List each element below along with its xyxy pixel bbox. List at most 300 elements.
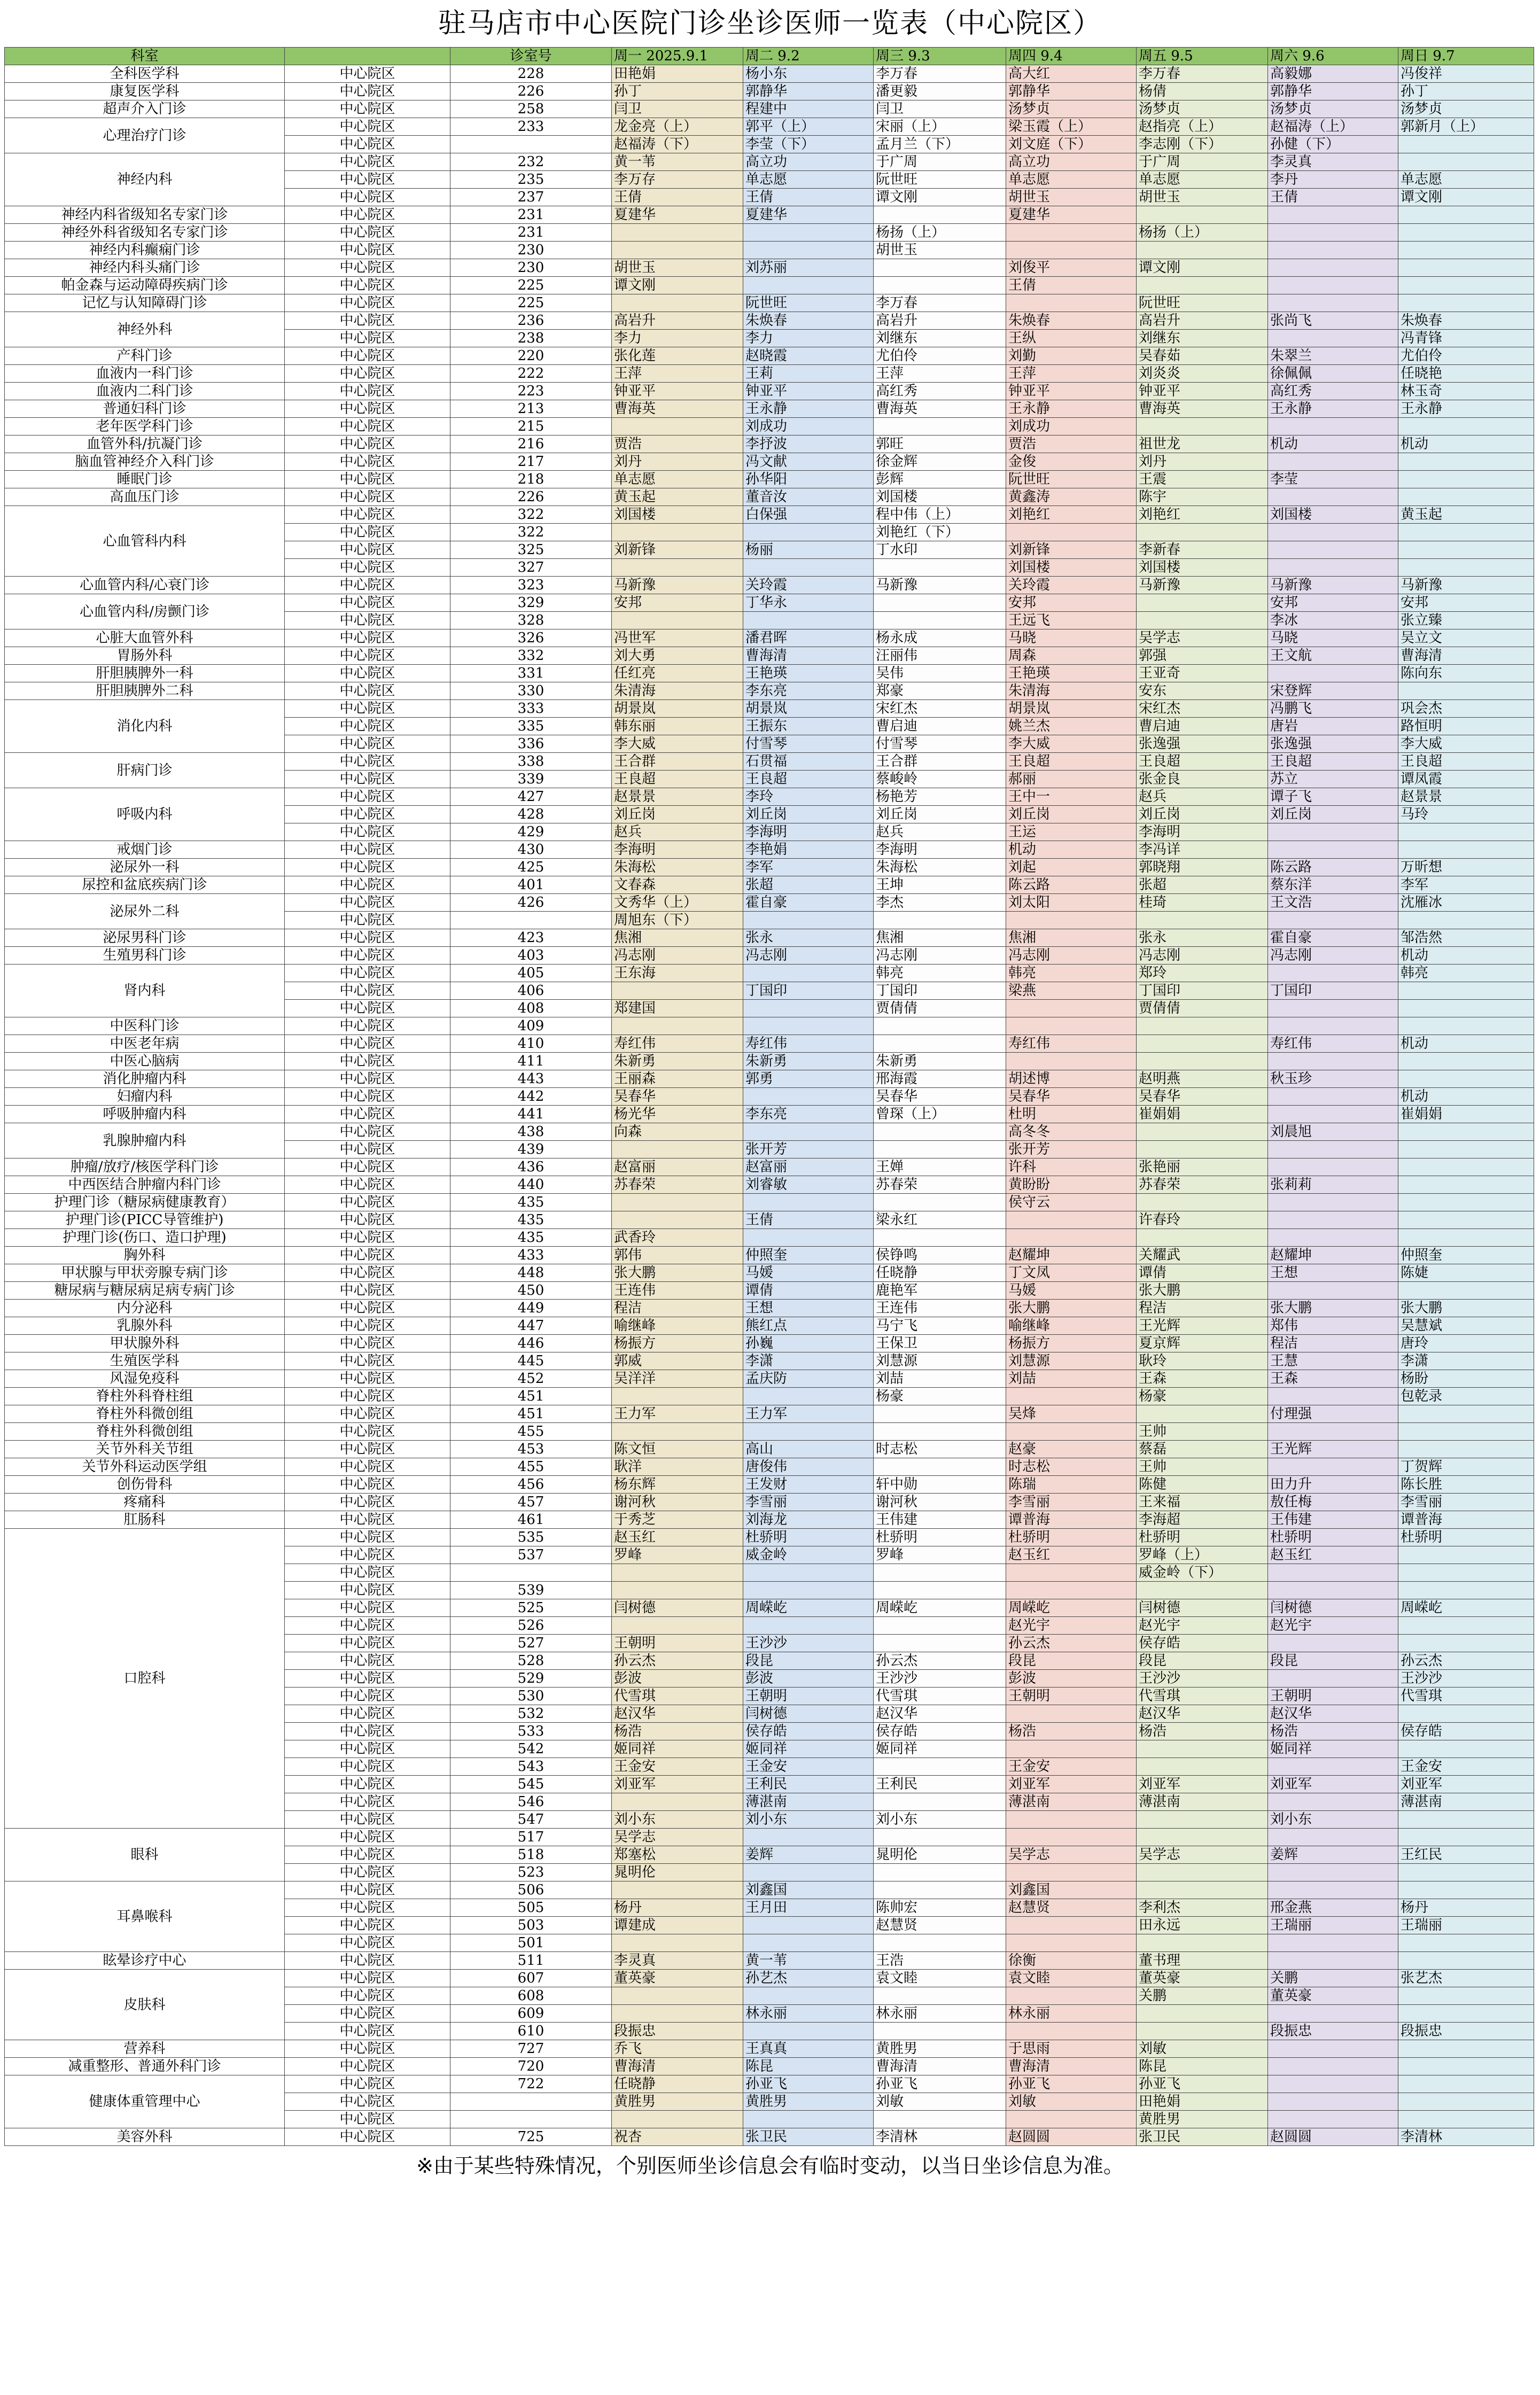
doctor-cell (874, 1758, 1006, 1776)
table-row (5, 1053, 1534, 1070)
table-row (5, 259, 1534, 277)
doctor-cell: 赵光宇 (1006, 1617, 1137, 1635)
doctor-cell (1137, 1017, 1268, 1035)
table-row (5, 65, 1534, 83)
doctor-cell: 高毅娜 (1268, 65, 1398, 83)
room-cell: 523 (450, 1864, 612, 1881)
doctor-cell (1398, 524, 1534, 541)
room-cell (450, 2093, 612, 2111)
room-cell: 329 (450, 594, 612, 612)
doctor-cell (1137, 2023, 1268, 2040)
room-cell: 532 (450, 1705, 612, 1723)
doctor-cell: 安东 (1137, 682, 1268, 700)
doctor-cell: 李清林 (874, 2128, 1006, 2146)
doctor-cell (743, 1917, 874, 1934)
doctor-cell (1398, 418, 1534, 436)
doctor-cell: 王利民 (743, 1776, 874, 1793)
room-cell: 518 (450, 1846, 612, 1864)
doctor-cell: 王纵 (1006, 330, 1137, 347)
doctor-cell (1268, 1793, 1398, 1811)
doctor-cell: 李万存 (612, 171, 743, 189)
doctor-cell (743, 612, 874, 629)
doctor-cell: 丁国印 (1137, 982, 1268, 1000)
doctor-cell: 马媛 (1006, 1282, 1137, 1300)
doctor-cell: 万昕想 (1398, 859, 1534, 876)
doctor-cell (1268, 965, 1398, 982)
doctor-cell: 宋登辉 (1268, 682, 1398, 700)
campus-cell: 中心院区 (285, 1829, 450, 1846)
doctor-cell: 王来福 (1137, 1494, 1268, 1511)
campus-cell: 中心院区 (285, 1158, 450, 1176)
doctor-cell: 机动 (1398, 436, 1534, 453)
doctor-cell: 高立功 (1006, 153, 1137, 171)
room-cell: 433 (450, 1247, 612, 1264)
doctor-cell: 赵玉红 (1268, 1546, 1398, 1564)
doctor-cell (743, 2023, 874, 2040)
table-row (5, 1070, 1534, 1088)
dept-cell: 生殖医学科 (5, 1352, 285, 1370)
doctor-cell (874, 206, 1006, 224)
doctor-cell (1006, 1864, 1137, 1881)
dept-cell: 中医科门诊 (5, 1017, 285, 1035)
doctor-cell (1268, 330, 1398, 347)
doctor-cell: 向森 (612, 1123, 743, 1141)
doctor-cell (1398, 982, 1534, 1000)
doctor-cell: 刘国楼 (874, 488, 1006, 506)
doctor-cell: 钟亚平 (743, 383, 874, 400)
doctor-cell: 谭倩 (743, 1282, 874, 1300)
room-cell: 226 (450, 83, 612, 100)
doctor-cell: 阮世旺 (743, 294, 874, 312)
doctor-cell: 胡世玉 (1006, 189, 1137, 206)
doctor-cell (1398, 206, 1534, 224)
dept-cell: 戒烟门诊 (5, 841, 285, 859)
doctor-cell: 阮世旺 (1006, 471, 1137, 488)
doctor-cell: 高大红 (1006, 65, 1137, 83)
dept-cell: 神经内科头痛门诊 (5, 259, 285, 277)
doctor-cell: 赵明燕 (1137, 1070, 1268, 1088)
doctor-cell: 蔡东洋 (1268, 876, 1398, 894)
doctor-cell: 赵景景 (1398, 788, 1534, 806)
table-row (5, 1829, 1534, 1846)
doctor-cell (1398, 488, 1534, 506)
doctor-cell: 王光辉 (1137, 1317, 1268, 1335)
doctor-cell (1268, 294, 1398, 312)
doctor-cell (612, 1987, 743, 2005)
doctor-cell (1398, 1423, 1534, 1441)
doctor-cell (1398, 1053, 1534, 1070)
doctor-cell: 丁国印 (1268, 982, 1398, 1000)
dept-cell: 老年医学科门诊 (5, 418, 285, 436)
room-cell: 443 (450, 1070, 612, 1088)
doctor-cell: 刘国楼 (612, 506, 743, 524)
doctor-cell: 杜骄明 (743, 1529, 874, 1546)
doctor-cell: 刘慧源 (874, 1352, 1006, 1370)
doctor-cell: 付雪琴 (874, 735, 1006, 753)
doctor-cell: 刘起 (1006, 859, 1137, 876)
room-cell: 451 (450, 1405, 612, 1423)
doctor-cell: 汤梦贞 (1137, 100, 1268, 118)
doctor-cell: 乔飞 (612, 2040, 743, 2058)
doctor-cell (1398, 2075, 1534, 2093)
doctor-cell (874, 1423, 1006, 1441)
doctor-cell: 夏建华 (612, 206, 743, 224)
dept-cell: 肝胆胰脾外二科 (5, 682, 285, 700)
doctor-cell: 赵汉华 (612, 1705, 743, 1723)
doctor-cell: 曹海清 (1006, 2058, 1137, 2075)
dept-cell: 肝病门诊 (5, 753, 285, 788)
doctor-cell: 闫卫 (612, 100, 743, 118)
doctor-cell: 高红秀 (1268, 383, 1398, 400)
doctor-cell: 李万春 (874, 65, 1006, 83)
doctor-cell (743, 277, 874, 294)
doctor-cell (1268, 2093, 1398, 2111)
dept-cell: 血管外科/抗凝门诊 (5, 436, 285, 453)
doctor-cell: 关玲霞 (743, 577, 874, 594)
doctor-cell: 陈宇 (1137, 488, 1268, 506)
doctor-cell: 刘睿敏 (743, 1176, 874, 1194)
campus-cell: 中心院区 (285, 771, 450, 788)
doctor-cell: 吴春华 (1137, 1088, 1268, 1106)
doctor-cell: 杜骄明 (1398, 1529, 1534, 1546)
table-row (5, 1881, 1534, 1899)
room-cell: 225 (450, 277, 612, 294)
campus-cell: 中心院区 (285, 1476, 450, 1494)
table-row (5, 965, 1534, 982)
doctor-cell: 路恒明 (1398, 718, 1534, 735)
doctor-cell: 宋丽（上） (874, 118, 1006, 136)
doctor-cell: 刘海龙 (743, 1511, 874, 1529)
doctor-cell: 闫树德 (1268, 1599, 1398, 1617)
table-row (5, 1282, 1534, 1300)
doctor-cell (1398, 1829, 1534, 1846)
dept-cell: 脑血管神经介入科门诊 (5, 453, 285, 471)
doctor-cell: 谭文刚 (1137, 259, 1268, 277)
doctor-cell (612, 612, 743, 629)
doctor-cell: 孙华阳 (743, 471, 874, 488)
doctor-cell: 姬同祥 (874, 1740, 1006, 1758)
doctor-cell: 付理强 (1268, 1405, 1398, 1423)
doctor-cell (874, 418, 1006, 436)
schedule-table (4, 47, 1534, 2146)
campus-cell: 中心院区 (285, 1176, 450, 1194)
doctor-cell: 代雪琪 (1398, 1688, 1534, 1705)
doctor-cell: 谭文刚 (612, 277, 743, 294)
doctor-cell: 熊红点 (743, 1317, 874, 1335)
doctor-cell (874, 1864, 1006, 1881)
room-cell: 525 (450, 1599, 612, 1617)
doctor-cell: 徐佩佩 (1268, 365, 1398, 383)
doctor-cell (874, 1017, 1006, 1035)
doctor-cell: 彭辉 (874, 471, 1006, 488)
doctor-cell: 马媛 (743, 1264, 874, 1282)
doctor-cell (1268, 488, 1398, 506)
doctor-cell: 林玉奇 (1398, 383, 1534, 400)
table-body (5, 65, 1534, 2146)
doctor-cell (1137, 1229, 1268, 1247)
doctor-cell: 朱海松 (612, 859, 743, 876)
doctor-cell (1268, 2058, 1398, 2075)
doctor-cell (1398, 841, 1534, 859)
doctor-cell: 杨浩 (612, 1723, 743, 1740)
doctor-cell: 程洁 (1137, 1300, 1268, 1317)
doctor-cell: 杨盼 (1398, 1370, 1534, 1388)
doctor-cell (1006, 1423, 1137, 1441)
doctor-cell: 王震 (1137, 471, 1268, 488)
campus-cell: 中心院区 (285, 453, 450, 471)
doctor-cell: 赵指亮（上） (1137, 118, 1268, 136)
room-cell: 411 (450, 1053, 612, 1070)
doctor-cell (1006, 1829, 1137, 1846)
doctor-cell: 张卫民 (1137, 2128, 1268, 2146)
doctor-cell: 于秀芝 (612, 1511, 743, 1529)
dept-cell: 中西医结合肿瘤内科门诊 (5, 1176, 285, 1194)
doctor-cell: 曹海清 (612, 2058, 743, 2075)
doctor-cell (1006, 242, 1137, 259)
doctor-cell (1398, 242, 1534, 259)
doctor-cell (1006, 1934, 1137, 1952)
doctor-cell: 刘小东 (1268, 1811, 1398, 1829)
table-row (5, 153, 1534, 171)
doctor-cell (1268, 418, 1398, 436)
campus-cell: 中心院区 (285, 1229, 450, 1247)
doctor-cell: 郭威 (612, 1352, 743, 1370)
doctor-cell: 王连伟 (874, 1300, 1006, 1317)
doctor-cell: 李雪丽 (1398, 1494, 1534, 1511)
doctor-cell: 李海超 (1137, 1511, 1268, 1529)
doctor-cell: 黄玉起 (1398, 506, 1534, 524)
doctor-cell: 侯铮鸣 (874, 1247, 1006, 1264)
doctor-cell: 孙亚飞 (874, 2075, 1006, 2093)
campus-cell: 中心院区 (285, 1564, 450, 1582)
dept-cell: 脊柱外科微创组 (5, 1423, 285, 1441)
doctor-cell: 侯存皓 (874, 1723, 1006, 1740)
campus-cell: 中心院区 (285, 647, 450, 665)
room-cell: 446 (450, 1335, 612, 1352)
doctor-cell (874, 1987, 1006, 2005)
doctor-cell: 冯青锋 (1398, 330, 1534, 347)
doctor-cell: 王倩 (743, 1211, 874, 1229)
doctor-cell: 孙健（下） (1268, 136, 1398, 153)
table-row (5, 1123, 1534, 1141)
doctor-cell: 刘丘岗 (612, 806, 743, 823)
doctor-cell (1006, 912, 1137, 929)
doctor-cell: 段振忠 (1398, 2023, 1534, 2040)
doctor-cell: 张艳丽 (1137, 1158, 1268, 1176)
doctor-cell: 李抒波 (743, 436, 874, 453)
doctor-cell: 吴学志 (1137, 629, 1268, 647)
doctor-cell: 谭建成 (612, 1917, 743, 1934)
campus-cell: 中心院区 (285, 383, 450, 400)
doctor-cell (1137, 594, 1268, 612)
doctor-cell (743, 1829, 874, 1846)
room-cell: 511 (450, 1952, 612, 1970)
doctor-cell: 刘亚军 (1006, 1776, 1137, 1793)
doctor-cell: 张开芳 (1006, 1141, 1137, 1158)
doctor-cell: 刘成功 (743, 418, 874, 436)
room-cell: 455 (450, 1458, 612, 1476)
doctor-cell (1268, 1000, 1398, 1017)
doctor-cell: 林永丽 (743, 2005, 874, 2023)
room-cell: 401 (450, 876, 612, 894)
table-row (5, 1952, 1534, 1970)
room-cell: 425 (450, 859, 612, 876)
campus-cell: 中心院区 (285, 1035, 450, 1053)
doctor-cell: 马晓 (1268, 629, 1398, 647)
table-row (5, 1970, 1534, 1987)
doctor-cell: 刘继东 (874, 330, 1006, 347)
doctor-cell: 赵光宇 (1137, 1617, 1268, 1635)
doctor-cell: 夏建华 (743, 206, 874, 224)
doctor-cell: 关耀武 (1137, 1247, 1268, 1264)
doctor-cell (1268, 665, 1398, 682)
doctor-cell: 李军 (743, 859, 874, 876)
doctor-cell: 张尚飞 (1268, 312, 1398, 330)
room-cell: 456 (450, 1476, 612, 1494)
room-cell: 236 (450, 312, 612, 330)
doctor-cell: 代雪琪 (612, 1688, 743, 1705)
dept-cell: 妇瘤内科 (5, 1088, 285, 1106)
doctor-cell: 郑塞松 (612, 1846, 743, 1864)
doctor-cell: 王光辉 (1268, 1441, 1398, 1458)
dept-cell: 睡眠门诊 (5, 471, 285, 488)
doctor-cell: 杨扬（上） (874, 224, 1006, 242)
doctor-cell: 周嵘屹 (874, 1599, 1006, 1617)
doctor-cell: 李利杰 (1137, 1899, 1268, 1917)
table-row (5, 436, 1534, 453)
doctor-cell: 王沙沙 (1398, 1670, 1534, 1688)
doctor-cell: 孙亚飞 (743, 2075, 874, 2093)
doctor-cell: 冯志刚 (1137, 947, 1268, 965)
campus-cell: 中心院区 (285, 83, 450, 100)
doctor-cell: 曹海清 (1398, 647, 1534, 665)
doctor-cell (874, 594, 1006, 612)
doctor-cell: 付雪琴 (743, 735, 874, 753)
doctor-cell: 郑豪 (874, 682, 1006, 700)
campus-cell: 中心院区 (285, 1811, 450, 1829)
doctor-cell (612, 2005, 743, 2023)
room-cell: 322 (450, 524, 612, 541)
doctor-cell: 吴春华 (612, 1088, 743, 1106)
doctor-cell: 敖任梅 (1268, 1494, 1398, 1511)
doctor-cell: 王永静 (1268, 400, 1398, 418)
doctor-cell: 张逸强 (1137, 735, 1268, 753)
campus-cell: 中心院区 (285, 1458, 450, 1476)
doctor-cell: 李玲 (743, 788, 874, 806)
doctor-cell: 任晓艳 (1398, 365, 1534, 383)
room-cell: 455 (450, 1423, 612, 1441)
doctor-cell: 田永远 (1137, 1917, 1268, 1934)
doctor-cell: 阮世旺 (874, 171, 1006, 189)
doctor-cell: 田艳娟 (612, 65, 743, 83)
doctor-cell: 刘丘岗 (1268, 806, 1398, 823)
dept-cell: 疼痛科 (5, 1494, 285, 1511)
room-cell: 725 (450, 2128, 612, 2146)
doctor-cell: 张逸强 (1268, 735, 1398, 753)
doctor-cell: 刘国楼 (1137, 559, 1268, 577)
doctor-cell: 曹启迪 (874, 718, 1006, 735)
doctor-cell: 周森 (1006, 647, 1137, 665)
campus-cell: 中心院区 (285, 1529, 450, 1546)
room-cell: 435 (450, 1229, 612, 1247)
doctor-cell (1006, 2111, 1137, 2128)
room-cell: 215 (450, 418, 612, 436)
doctor-cell: 郝丽 (1006, 771, 1137, 788)
dept-cell: 超声介入门诊 (5, 100, 285, 118)
doctor-cell: 张卫民 (743, 2128, 874, 2146)
doctor-cell: 赵晓霞 (743, 347, 874, 365)
room-cell: 609 (450, 2005, 612, 2023)
doctor-cell: 陈长胜 (1398, 1476, 1534, 1494)
header-row (5, 48, 1534, 65)
doctor-cell: 段昆 (743, 1652, 874, 1670)
doctor-cell: 朱新勇 (743, 1053, 874, 1070)
doctor-cell: 张开芳 (743, 1141, 874, 1158)
dept-cell: 营养科 (5, 2040, 285, 2058)
doctor-cell: 韩亮 (874, 965, 1006, 982)
doctor-cell: 高岩升 (874, 312, 1006, 330)
doctor-cell: 姜辉 (1268, 1846, 1398, 1864)
campus-cell: 中心院区 (285, 1017, 450, 1035)
doctor-cell: 冯志刚 (1268, 947, 1398, 965)
doctor-cell: 李杰 (874, 894, 1006, 912)
doctor-cell: 袁文睦 (874, 1970, 1006, 1987)
doctor-cell: 刘小东 (874, 1811, 1006, 1829)
dept-cell: 泌尿男科门诊 (5, 929, 285, 947)
room-cell: 517 (450, 1829, 612, 1846)
doctor-cell (1398, 2093, 1534, 2111)
doctor-cell: 机动 (1398, 1088, 1534, 1106)
doctor-cell: 刘丘岗 (743, 806, 874, 823)
doctor-cell: 程建中 (743, 100, 874, 118)
doctor-cell (874, 1617, 1006, 1635)
doctor-cell (743, 1423, 874, 1441)
footer-note: ※由于某些特殊情况，个别医师坐诊信息会有临时变动，以当日坐诊信息为准。 (416, 2154, 1124, 2178)
dept-cell: 高血压门诊 (5, 488, 285, 506)
doctor-cell: 周嵘屹 (1006, 1599, 1137, 1617)
doctor-cell: 杨浩 (1137, 1723, 1268, 1740)
dept-cell: 胸外科 (5, 1247, 285, 1264)
doctor-cell: 刘慧源 (1006, 1352, 1137, 1370)
table-row (5, 1300, 1534, 1317)
doctor-cell: 梁永红 (874, 1211, 1006, 1229)
doctor-cell: 郭新月（上） (1398, 118, 1534, 136)
campus-cell: 中心院区 (285, 665, 450, 682)
campus-cell: 中心院区 (285, 859, 450, 876)
doctor-cell: 段振忠 (612, 2023, 743, 2040)
doctor-cell: 王亚奇 (1137, 665, 1268, 682)
doctor-cell: 李清林 (1398, 2128, 1534, 2146)
doctor-cell: 杜骄明 (1006, 1529, 1137, 1546)
table-row (5, 841, 1534, 859)
campus-cell: 中心院区 (285, 312, 450, 330)
doctor-cell (743, 1582, 874, 1599)
doctor-cell: 马新豫 (874, 577, 1006, 594)
campus-cell: 中心院区 (285, 1088, 450, 1106)
campus-cell: 中心院区 (285, 347, 450, 365)
doctor-cell: 杨振方 (612, 1335, 743, 1352)
doctor-cell: 马宁飞 (874, 1317, 1006, 1335)
doctor-cell: 胡景岚 (612, 700, 743, 718)
table-row (5, 224, 1534, 242)
doctor-cell: 罗峰 (874, 1546, 1006, 1564)
doctor-cell (1398, 1070, 1534, 1088)
doctor-cell: 张金良 (1137, 771, 1268, 788)
dept-cell: 肝胆胰脾外一科 (5, 665, 285, 682)
header-day-thu: 周四 9.4 (1006, 48, 1137, 65)
doctor-cell: 曹启迪 (1137, 718, 1268, 735)
doctor-cell: 孙丁 (1398, 83, 1534, 100)
